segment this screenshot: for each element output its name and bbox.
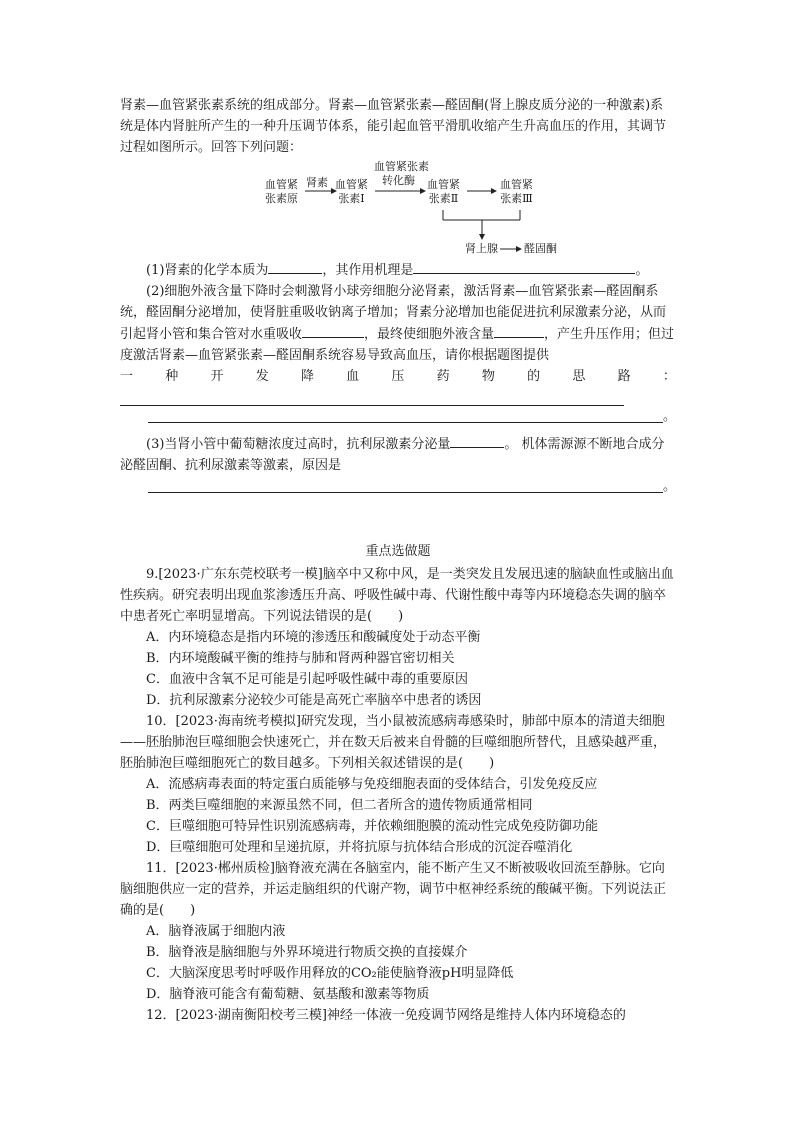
- option-b[interactable]: B．脑脊液是脑细胞与外界环境进行物质交换的直接媒介: [146, 945, 468, 960]
- answer-line-2d[interactable]: [148, 408, 663, 423]
- answer-line-2c[interactable]: [120, 387, 624, 406]
- label-ace-top: 血管紧张素: [374, 160, 429, 173]
- option-c[interactable]: C．巨噬细胞可特异性识别流感病毒，并依赖细胞膜的流动性完成免疫防御功能: [146, 819, 598, 834]
- answer-blank-3a[interactable]: [450, 433, 504, 448]
- node-aldosterone: 醛固酮: [524, 242, 557, 255]
- question-stem: 12．[2023·湖南衡阳校考三模]神经一体液一免疫调节网络是维持人体内环境稳态的: [146, 1008, 626, 1023]
- question-9: [120, 564, 676, 711]
- label-renin: 肾素: [306, 176, 328, 189]
- section-title: 重点选做题: [365, 544, 431, 559]
- option-a[interactable]: A．内环境稳态是指内环境的渗透压和酸碱度处于动态平衡: [146, 630, 481, 645]
- option-d[interactable]: D．巨噬细胞可处理和呈递抗原，并将抗原与抗体结合形成的沉淀吞噬消化: [146, 840, 573, 855]
- answer-blank-2b[interactable]: [494, 323, 544, 338]
- question-12: [120, 1005, 676, 1026]
- answer-line-3b-row: 。: [120, 476, 676, 497]
- option-d[interactable]: D．脑脊液可能含有葡萄糖、氨基酸和激素等物质: [146, 987, 430, 1002]
- node-adrenal: 肾上腺: [465, 242, 498, 255]
- option-b[interactable]: B．内环境酸碱平衡的维持与肺和肾两种器官密切相关: [146, 651, 455, 666]
- node-angiotensin-3: 血管紧 张素Ⅲ: [500, 178, 533, 205]
- question-2: (2)细胞外液含量下降时会刺激肾小球旁细胞分泌肾素，激活肾素—血管紧张素—醛固酮系统，醛固酮分泌增加，使肾脏重吸收钠离子增加；肾素分泌增加也能促进抗利尿激素分泌，从而引起肾小管和集合管对水重吸收 ，最终使细胞外液含量 ，产生升压作用；但过度激活肾素—血管紧张素—醛固酮系统容易导致高血压，请你根据题图提供: [120, 284, 675, 363]
- option-c[interactable]: C．血液中含氧不足可能是引起呼吸性碱中毒的重要原因: [146, 672, 468, 687]
- node-angiotensin-1: 血管紧 张素Ⅰ: [335, 178, 368, 205]
- answer-line-2d-row: 。: [120, 406, 676, 427]
- question-3: (3)当肾小管中葡萄糖浓度过高时，抗利尿激素分泌量 。 机体需源源不断地合成分泌醛固酮、抗利尿激素等激素，原因是: [120, 433, 676, 476]
- question-stem: 9.[2023·广东东莞校联考一模]脑卒中又称中风，是一类突发且发展迅速的脑缺血性或脑出血性疾病。研究表明出现血浆渗透压升高、呼吸性碱中毒、代谢性酸中毒等内环境稳态失调的脑卒中患者死亡率明显增高。下列说法错误的是( ): [120, 567, 674, 624]
- question-10: [120, 711, 676, 858]
- question-stem: 11．[2023·郴州质检]脑脊液充满在各脑室内，能不断产生又不断被吸收回流至静脉。它向脑细胞供应一定的营养，并运走脑组织的代谢产物，调节中枢神经系统的酸碱平衡。下列说法正确的是( ): [120, 861, 667, 918]
- page-content: [120, 95, 676, 1026]
- intro-paragraph: 肾素—血管紧张素系统的组成部分。肾素—血管紧张素—醛固酮(肾上腺皮质分泌的一种激素)系统是体内肾脏所产生的一种升压调节体系，能引起血管平滑肌收缩产生升高血压的作用，其调节过程如图所示。回答下列问题：: [120, 98, 667, 155]
- renin-angiotensin-diagram: [120, 162, 676, 257]
- option-a[interactable]: A．流感病毒表面的特定蛋白质能够与免疫细胞表面的受体结合，引发免疫反应: [146, 777, 598, 792]
- node-angiotensinogen: 血管紧 张素原: [265, 178, 298, 205]
- option-a[interactable]: A．脑脊液属于细胞内液: [146, 924, 286, 939]
- option-c[interactable]: C．大脑深度思考时呼吸作用释放的CO₂能使脑脊液pH明显降低: [146, 966, 514, 981]
- question-stem: 10．[2023·海南统考模拟]研究发现，当小鼠被流感病毒感染时，肺部中原本的清道夫细胞——胚胎肺泡巨噬细胞会快速死亡，并在数天后被来自骨髓的巨噬细胞所替代，且感染越严重，胚胎肺泡巨噬细胞死亡的数目越多。下列相关叙述错误的是( ): [120, 714, 667, 771]
- question-11: [120, 858, 676, 1005]
- option-d[interactable]: D．抗利尿激素分泌较少可能是高死亡率脑卒中患者的诱因: [146, 693, 482, 708]
- question-2-spread-line: 一 种 开 发 降 血 压 药 物 的 思 路 ：: [120, 369, 676, 384]
- label-ace-bottom: 转化酶: [382, 174, 415, 187]
- question-1: (1)肾素的化学本质为 ，其作用机理是 。: [120, 259, 676, 281]
- answer-blank-2a[interactable]: [302, 323, 364, 338]
- option-b[interactable]: B．两类巨噬细胞的来源虽然不同，但二者所含的遗传物质通常相同: [146, 798, 533, 813]
- node-angiotensin-2: 血管紧 张素Ⅱ: [427, 178, 460, 205]
- answer-blank-1a[interactable]: [268, 259, 322, 274]
- answer-blank-1b[interactable]: [413, 259, 635, 274]
- answer-line-3b[interactable]: [148, 478, 663, 493]
